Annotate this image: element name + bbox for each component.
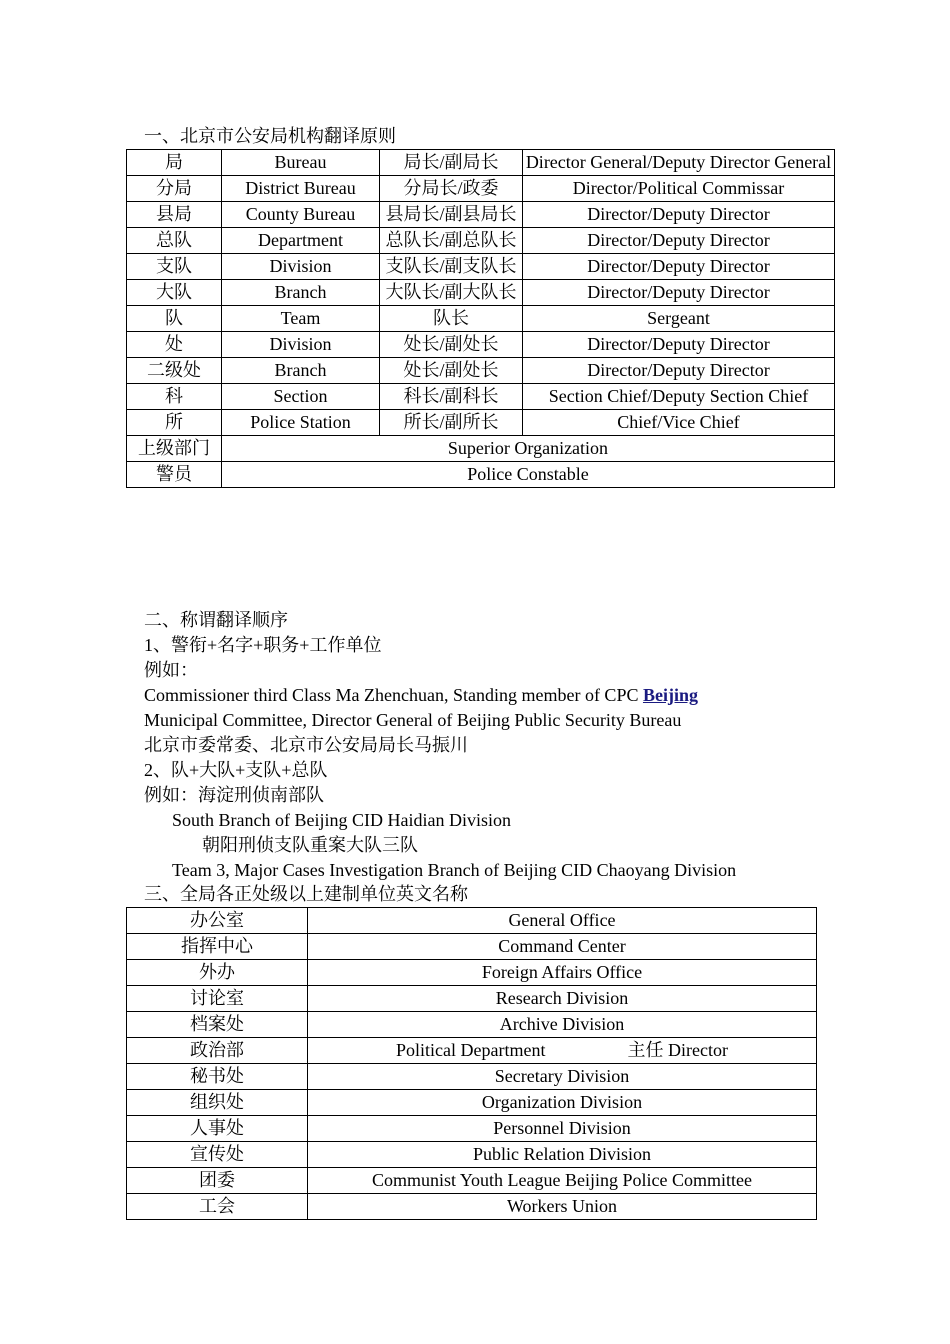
unit-zh: 局 [127,150,222,176]
section2-heading: 二、称谓翻译顺序 [144,610,288,630]
department-en: General Office [308,908,817,934]
unit-zh: 县局 [127,202,222,228]
unit-en: Branch [222,280,380,306]
example-label: 例如： [144,660,198,680]
table-row [127,436,835,462]
department-zh: 宣传处 [127,1142,308,1168]
title-en: Director General/Deputy Director General [523,150,835,176]
department-en: Personnel Division [308,1116,817,1142]
unit-en: Superior Organization [222,436,835,462]
title-zh: 支队长/副支队长 [380,254,523,280]
table-row [127,150,835,176]
example1-en-a: Commissioner third Class Ma Zhenchuan, Standing member of CPC [144,685,643,705]
department-en: Secretary Division [308,1064,817,1090]
table-row [127,960,817,986]
rule2: 2、队+大队+支队+总队 [144,760,328,780]
title-en: Section Chief/Deputy Section Chief [523,384,835,410]
title-en: Sergeant [523,306,835,332]
unit-zh: 支队 [127,254,222,280]
department-en: Public Relation Division [308,1142,817,1168]
table-row [127,1090,817,1116]
title-zh: 处长/副处长 [380,332,523,358]
unit-zh: 处 [127,332,222,358]
title-en: Director/Political Commissar [523,176,835,202]
table-row [127,1168,817,1194]
unit-en: Team [222,306,380,332]
department-zh: 外办 [127,960,308,986]
department-head-title: 主任 Director [627,1040,728,1060]
section3-heading: 三、全局各正处级以上建制单位英文名称 [144,884,468,904]
table-row [127,986,817,1012]
title-zh: 处长/副处长 [380,358,523,384]
title-zh: 总队长/副总队长 [380,228,523,254]
unit-zh: 科 [127,384,222,410]
table-row [127,228,835,254]
example1-en-line1 [144,683,698,708]
department-zh: 指挥中心 [127,934,308,960]
unit-zh: 二级处 [127,358,222,384]
table-row [127,176,835,202]
unit-en: District Bureau [222,176,380,202]
unit-en: Division [222,254,380,280]
department-en-name: Political Department [396,1040,546,1060]
title-zh: 队长 [380,306,523,332]
department-zh: 工会 [127,1194,308,1220]
table-row [127,332,835,358]
department-zh: 人事处 [127,1116,308,1142]
title-zh: 分局长/政委 [380,176,523,202]
table-row [127,462,835,488]
unit-en: Bureau [222,150,380,176]
unit-zh: 所 [127,410,222,436]
title-zh: 局长/副局长 [380,150,523,176]
table-row [127,280,835,306]
unit-en: County Bureau [222,202,380,228]
table-row [127,1116,817,1142]
department-zh: 团委 [127,1168,308,1194]
unit-zh: 队 [127,306,222,332]
section1-heading: 一、北京市公安局机构翻译原则 [144,126,396,146]
unit-zh: 分局 [127,176,222,202]
table-row [127,1142,817,1168]
table-row [127,1038,817,1064]
title-en: Director/Deputy Director [523,332,835,358]
example1-zh: 北京市委常委、北京市公安局局长马振川 [144,735,468,755]
table-row [127,358,835,384]
unit-en: Police Station [222,410,380,436]
department-zh: 讨论室 [127,986,308,1012]
title-zh: 大队长/副大队长 [380,280,523,306]
example1-en-line2: Municipal Committee, Director General of Beijing Public Security Bureau [144,710,682,730]
department-zh: 档案处 [127,1012,308,1038]
table-row [127,384,835,410]
title-zh: 科长/副科长 [380,384,523,410]
unit-zh: 大队 [127,280,222,306]
table-row [127,1012,817,1038]
beijing-link[interactable]: Beijing [642,685,698,705]
unit-zh: 警员 [127,462,222,488]
title-zh: 所长/副所长 [380,410,523,436]
department-en: Workers Union [308,1194,817,1220]
title-en: Director/Deputy Director [523,254,835,280]
title-en: Chief/Vice Chief [523,410,835,436]
title-en: Director/Deputy Director [523,280,835,306]
title-zh: 县局长/副县局长 [380,202,523,228]
table-row [127,254,835,280]
department-en: Foreign Affairs Office [308,960,817,986]
unit-en: Police Constable [222,462,835,488]
title-en: Director/Deputy Director [523,358,835,384]
table-row [127,1194,817,1220]
unit-en: Department [222,228,380,254]
example3-zh: 朝阳刑侦支队重案大队三队 [202,835,418,855]
table-row [127,934,817,960]
department-en: Communist Youth League Beijing Police Committee [308,1168,817,1194]
bureau-translation-table [126,149,835,488]
department-en: Organization Division [308,1090,817,1116]
table-row [127,202,835,228]
department-en [308,1038,817,1064]
table-row [127,306,835,332]
unit-en: Branch [222,358,380,384]
department-names-table [126,907,817,1220]
department-zh: 政治部 [127,1038,308,1064]
department-en: Research Division [308,986,817,1012]
department-en: Archive Division [308,1012,817,1038]
table-row [127,908,817,934]
department-zh: 组织处 [127,1090,308,1116]
title-en: Director/Deputy Director [523,228,835,254]
example2-zh: 例如：海淀刑侦南部队 [144,785,324,805]
rule1: 1、警衔+名字+职务+工作单位 [144,635,382,655]
unit-zh: 总队 [127,228,222,254]
department-zh: 办公室 [127,908,308,934]
table-row [127,1064,817,1090]
unit-en: Division [222,332,380,358]
table-row [127,410,835,436]
unit-en: Section [222,384,380,410]
unit-zh: 上级部门 [127,436,222,462]
department-en: Command Center [308,934,817,960]
title-en: Director/Deputy Director [523,202,835,228]
example2-en: South Branch of Beijing CID Haidian Division [172,810,511,830]
department-zh: 秘书处 [127,1064,308,1090]
example3-en: Team 3, Major Cases Investigation Branch of Beijing CID Chaoyang Division [172,860,737,880]
